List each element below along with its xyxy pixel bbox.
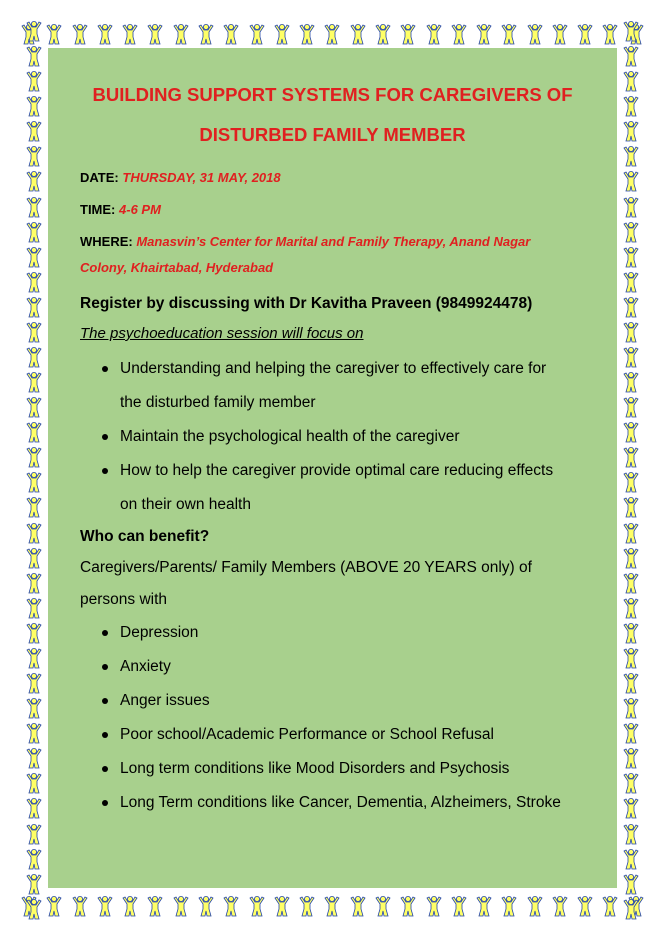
waving-person-icon	[25, 622, 43, 644]
waving-person-icon	[622, 321, 640, 343]
waving-person-icon	[622, 697, 640, 719]
waving-person-icon	[25, 522, 43, 544]
waving-person-icon	[25, 547, 43, 569]
waving-person-icon	[622, 346, 640, 368]
list-item	[80, 684, 600, 718]
waving-person-icon	[622, 70, 640, 92]
waving-person-icon	[25, 396, 43, 418]
waving-person-icon	[622, 120, 640, 142]
waving-person-icon	[450, 895, 468, 917]
list-item	[80, 616, 600, 650]
waving-person-icon	[622, 898, 640, 920]
border-top	[20, 20, 645, 48]
waving-person-icon	[622, 772, 640, 794]
waving-person-icon	[622, 196, 640, 218]
waving-person-icon	[25, 446, 43, 468]
waving-person-icon	[622, 471, 640, 493]
waving-person-icon	[551, 23, 569, 45]
where-value-line-1: Manasvin’s Center for Marital and Family Therapy, Anand Nagar	[136, 234, 531, 249]
waving-person-icon	[500, 23, 518, 45]
waving-person-icon	[526, 895, 544, 917]
waving-person-icon	[425, 23, 443, 45]
waving-person-icon	[25, 572, 43, 594]
waving-person-icon	[25, 496, 43, 518]
waving-person-icon	[500, 895, 518, 917]
waving-person-icon	[622, 797, 640, 819]
waving-person-icon	[622, 396, 640, 418]
list-item	[80, 752, 600, 786]
waving-person-icon	[622, 496, 640, 518]
waving-person-icon	[622, 421, 640, 443]
waving-person-icon	[475, 23, 493, 45]
waving-person-icon	[222, 895, 240, 917]
list-item-text: Depression	[120, 624, 199, 641]
waving-person-icon	[121, 895, 139, 917]
waving-person-icon	[25, 346, 43, 368]
waving-person-icon	[622, 246, 640, 268]
waving-person-icon	[96, 23, 114, 45]
waving-person-icon	[622, 647, 640, 669]
waving-person-icon	[622, 170, 640, 192]
waving-person-icon	[622, 522, 640, 544]
list-item-text: Understanding and helping the caregiver to effectively care for	[120, 360, 547, 377]
waving-person-icon	[622, 296, 640, 318]
waving-person-icon	[622, 271, 640, 293]
focus-heading: The psychoeducation session will focus on	[80, 325, 364, 342]
waving-person-icon	[349, 895, 367, 917]
list-item-text: How to help the caregiver provide optimal care reducing effects	[120, 462, 554, 479]
waving-person-icon	[25, 70, 43, 92]
list-item-text: Long term conditions like Mood Disorders and Psychosis	[120, 760, 510, 777]
benefit-list	[80, 616, 600, 820]
waving-person-icon	[25, 848, 43, 870]
waving-person-icon	[425, 895, 443, 917]
waving-person-icon	[121, 23, 139, 45]
waving-person-icon	[622, 547, 640, 569]
date-row	[80, 165, 600, 191]
border-right	[617, 20, 645, 920]
waving-person-icon	[475, 895, 493, 917]
waving-person-icon	[622, 572, 640, 594]
waving-person-icon	[622, 446, 640, 468]
border-bottom	[20, 892, 645, 920]
title-line-2: DISTURBED FAMILY MEMBER	[199, 124, 466, 145]
waving-person-icon	[71, 895, 89, 917]
benefit-text-line-1: Caregivers/Parents/ Family Members (ABOVE 20 YEARS only) of	[80, 559, 532, 576]
waving-person-icon	[526, 23, 544, 45]
waving-person-icon	[374, 23, 392, 45]
waving-person-icon	[273, 895, 291, 917]
benefit-text-line-2: persons with	[80, 591, 168, 608]
waving-person-icon	[622, 45, 640, 67]
waving-person-icon	[146, 23, 164, 45]
waving-person-icon	[622, 221, 640, 243]
waving-person-icon	[25, 321, 43, 343]
waving-person-icon	[25, 471, 43, 493]
waving-person-icon	[576, 895, 594, 917]
list-item	[80, 786, 600, 820]
waving-person-icon	[622, 672, 640, 694]
waving-person-icon	[25, 296, 43, 318]
list-item	[80, 718, 600, 752]
waving-person-icon	[25, 697, 43, 719]
time-value: 4-6 PM	[119, 202, 161, 217]
waving-person-icon	[323, 895, 341, 917]
title-line-1: BUILDING SUPPORT SYSTEMS FOR CAREGIVERS OF	[92, 84, 573, 105]
waving-person-icon	[25, 873, 43, 895]
waving-person-icon	[248, 23, 266, 45]
waving-person-icon	[622, 622, 640, 644]
waving-person-icon	[576, 23, 594, 45]
waving-person-icon	[622, 722, 640, 744]
waving-person-icon	[146, 895, 164, 917]
waving-person-icon	[349, 23, 367, 45]
register-line: Register by discussing with Dr Kavitha Praveen (9849924478)	[80, 295, 533, 312]
waving-person-icon	[172, 895, 190, 917]
list-item	[80, 650, 600, 684]
waving-person-icon	[248, 895, 266, 917]
waving-person-icon	[25, 672, 43, 694]
list-item	[80, 454, 600, 522]
waving-person-icon	[25, 747, 43, 769]
flyer-content	[80, 48, 600, 820]
waving-person-icon	[25, 271, 43, 293]
list-item-text: Long Term conditions like Cancer, Dementia, Alzheimers, Stroke	[120, 794, 561, 811]
waving-person-icon	[25, 145, 43, 167]
list-item-text: the disturbed family member	[120, 394, 316, 411]
waving-person-icon	[622, 20, 640, 42]
waving-person-icon	[25, 823, 43, 845]
date-value: THURSDAY, 31 MAY, 2018	[122, 170, 281, 185]
waving-person-icon	[622, 95, 640, 117]
waving-person-icon	[25, 597, 43, 619]
waving-person-icon	[399, 895, 417, 917]
list-item-text: Maintain the psychological health of the caregiver	[120, 428, 460, 445]
waving-person-icon	[622, 873, 640, 895]
waving-person-icon	[222, 23, 240, 45]
waving-person-icon	[450, 23, 468, 45]
waving-person-icon	[25, 797, 43, 819]
list-item-text: Anxiety	[120, 658, 171, 675]
border-left	[20, 20, 48, 920]
where-label: WHERE:	[80, 234, 133, 249]
date-label: DATE:	[80, 170, 119, 185]
waving-person-icon	[25, 45, 43, 67]
focus-list	[80, 352, 600, 522]
waving-person-icon	[622, 848, 640, 870]
waving-person-icon	[298, 895, 316, 917]
waving-person-icon	[622, 145, 640, 167]
waving-person-icon	[298, 23, 316, 45]
benefit-heading: Who can benefit?	[80, 528, 210, 545]
list-item	[80, 420, 600, 454]
waving-person-icon	[25, 772, 43, 794]
waving-person-icon	[622, 747, 640, 769]
waving-person-icon	[197, 895, 215, 917]
waving-person-icon	[25, 221, 43, 243]
waving-person-icon	[197, 23, 215, 45]
waving-person-icon	[25, 371, 43, 393]
waving-person-icon	[323, 23, 341, 45]
waving-person-icon	[551, 895, 569, 917]
waving-person-icon	[622, 371, 640, 393]
waving-person-icon	[25, 898, 43, 920]
waving-person-icon	[172, 23, 190, 45]
time-label: TIME:	[80, 202, 116, 217]
list-item-text: on their own health	[120, 496, 251, 513]
where-row	[80, 229, 600, 255]
waving-person-icon	[25, 722, 43, 744]
list-item-text: Anger issues	[120, 692, 210, 709]
waving-person-icon	[25, 421, 43, 443]
waving-person-icon	[25, 20, 43, 42]
waving-person-icon	[374, 895, 392, 917]
waving-person-icon	[96, 895, 114, 917]
waving-person-icon	[25, 246, 43, 268]
where-row-2	[80, 255, 600, 281]
waving-person-icon	[399, 23, 417, 45]
list-item	[80, 352, 600, 420]
waving-person-icon	[622, 597, 640, 619]
waving-person-icon	[273, 23, 291, 45]
time-row	[80, 197, 600, 223]
waving-person-icon	[622, 823, 640, 845]
list-item-text: Poor school/Academic Performance or School Refusal	[120, 726, 494, 743]
waving-person-icon	[25, 647, 43, 669]
waving-person-icon	[71, 23, 89, 45]
waving-person-icon	[25, 95, 43, 117]
where-value-line-2: Colony, Khairtabad, Hyderabad	[80, 260, 274, 275]
waving-person-icon	[25, 196, 43, 218]
waving-person-icon	[25, 120, 43, 142]
waving-person-icon	[25, 170, 43, 192]
